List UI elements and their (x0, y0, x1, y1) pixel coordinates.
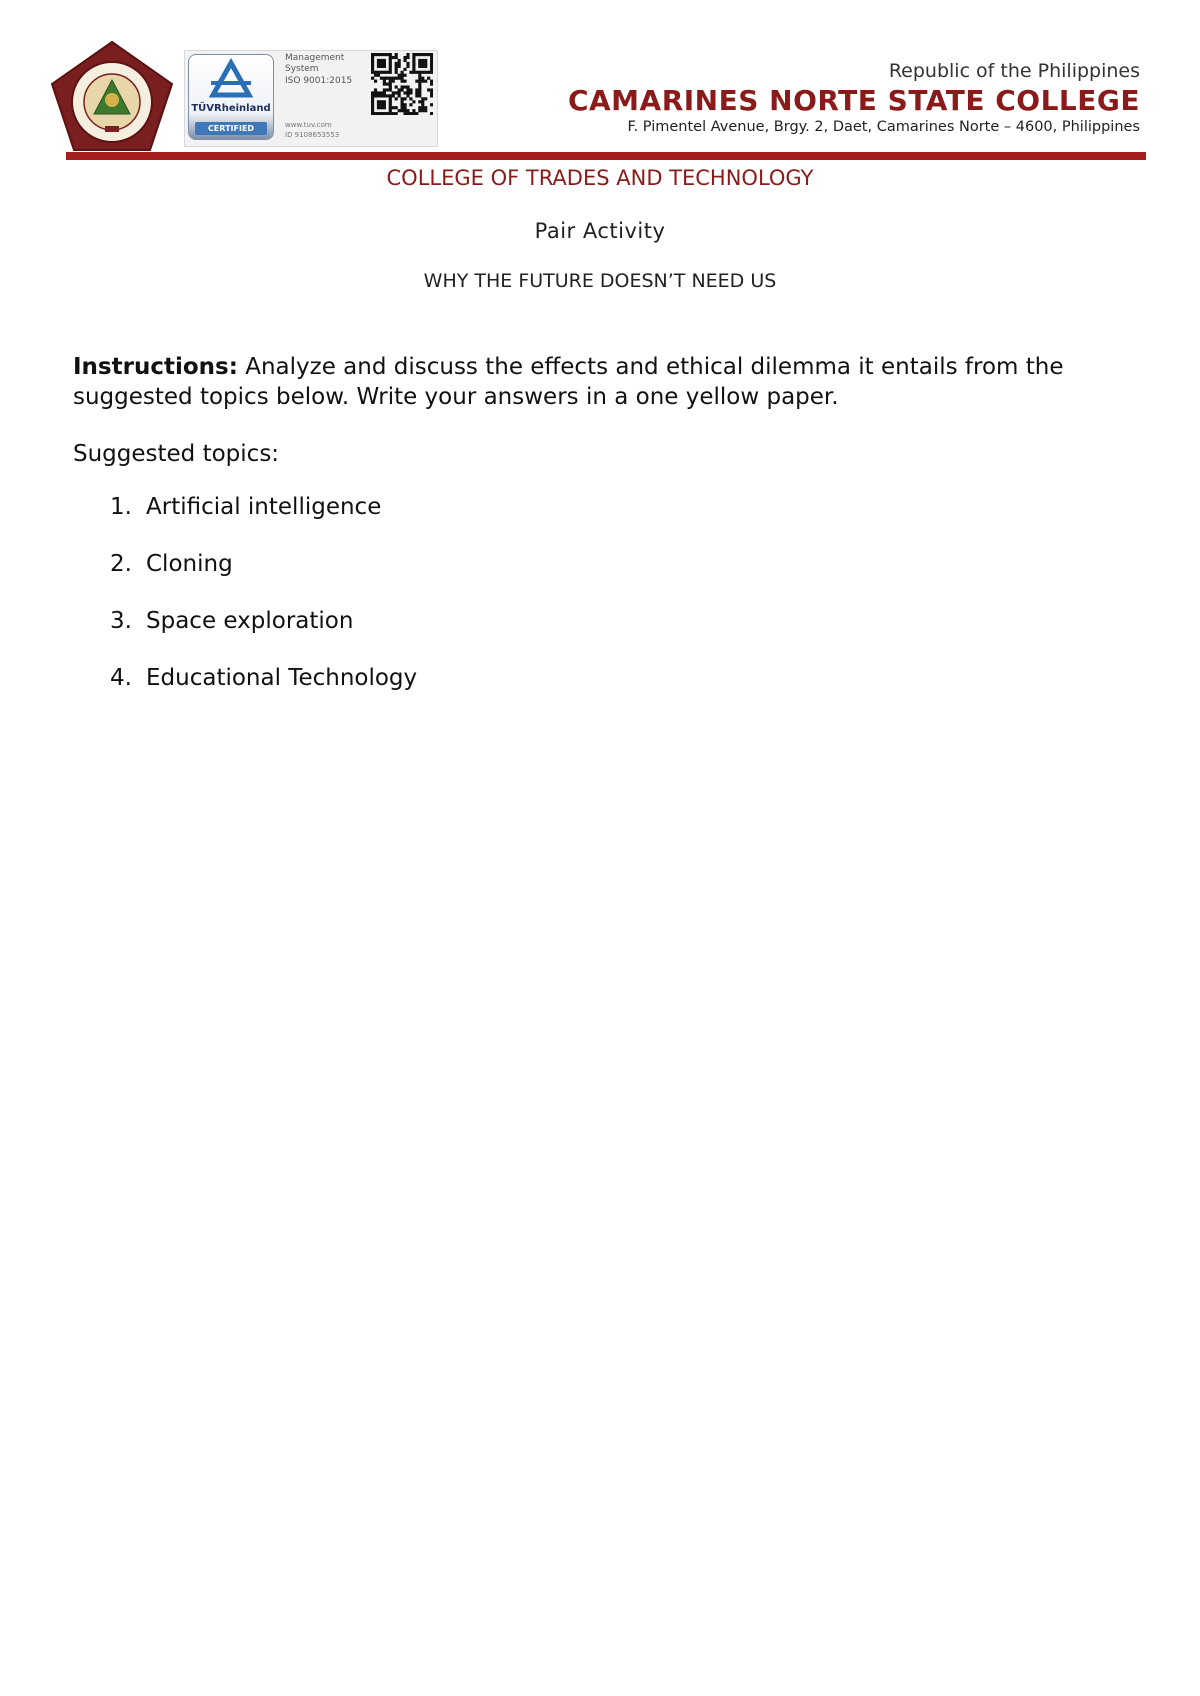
college-seal-icon (50, 40, 174, 152)
header-divider (66, 152, 1146, 160)
instructions-label: Instructions: (73, 354, 238, 380)
cert-url: www.tuv.com (285, 121, 332, 129)
topic-text: Space exploration (146, 608, 354, 634)
department-title: COLLEGE OF TRADES AND TECHNOLOGY (386, 166, 814, 190)
topic-text: Cloning (146, 551, 233, 577)
topic-text: Educational Technology (146, 665, 418, 691)
iso-certification-badge (184, 50, 438, 147)
topic-list (110, 494, 417, 722)
suggested-topics-label: Suggested topics: (73, 441, 280, 467)
qr-code-icon (371, 53, 433, 115)
list-number: 3. (110, 608, 132, 634)
cert-id: ID 9108653553 (285, 131, 340, 139)
cert-line-1: Management (285, 53, 345, 63)
list-item (110, 551, 417, 608)
list-number: 4. (110, 665, 132, 691)
tuv-logo (188, 54, 274, 140)
instructions-text: Analyze and discuss the effects and ethical dilemma it entails from the suggested topics below. Write your answers in a one yellow paper. (73, 354, 1064, 410)
tuv-triangle-icon (189, 55, 273, 101)
cert-standard: ISO 9001:2015 (285, 76, 353, 86)
college-address: F. Pimentel Avenue, Brgy. 2, Daet, Camarines Norte – 4600, Philippines (627, 119, 1140, 135)
list-item (110, 665, 417, 722)
cert-line-2: System (285, 64, 319, 74)
activity-title: Pair Activity (534, 219, 666, 243)
list-number: 1. (110, 494, 132, 520)
instructions-paragraph (73, 352, 1133, 412)
tuv-brand: TÜVRheinland (191, 103, 271, 114)
reading-title: WHY THE FUTURE DOESN’T NEED US (423, 270, 777, 292)
college-name: CAMARINES NORTE STATE COLLEGE (567, 84, 1140, 117)
certified-label: CERTIFIED (195, 122, 267, 135)
republic-label: Republic of the Philippines (888, 60, 1140, 82)
topic-text: Artificial intelligence (146, 494, 382, 520)
list-item (110, 494, 417, 551)
list-number: 2. (110, 551, 132, 577)
list-item (110, 608, 417, 665)
